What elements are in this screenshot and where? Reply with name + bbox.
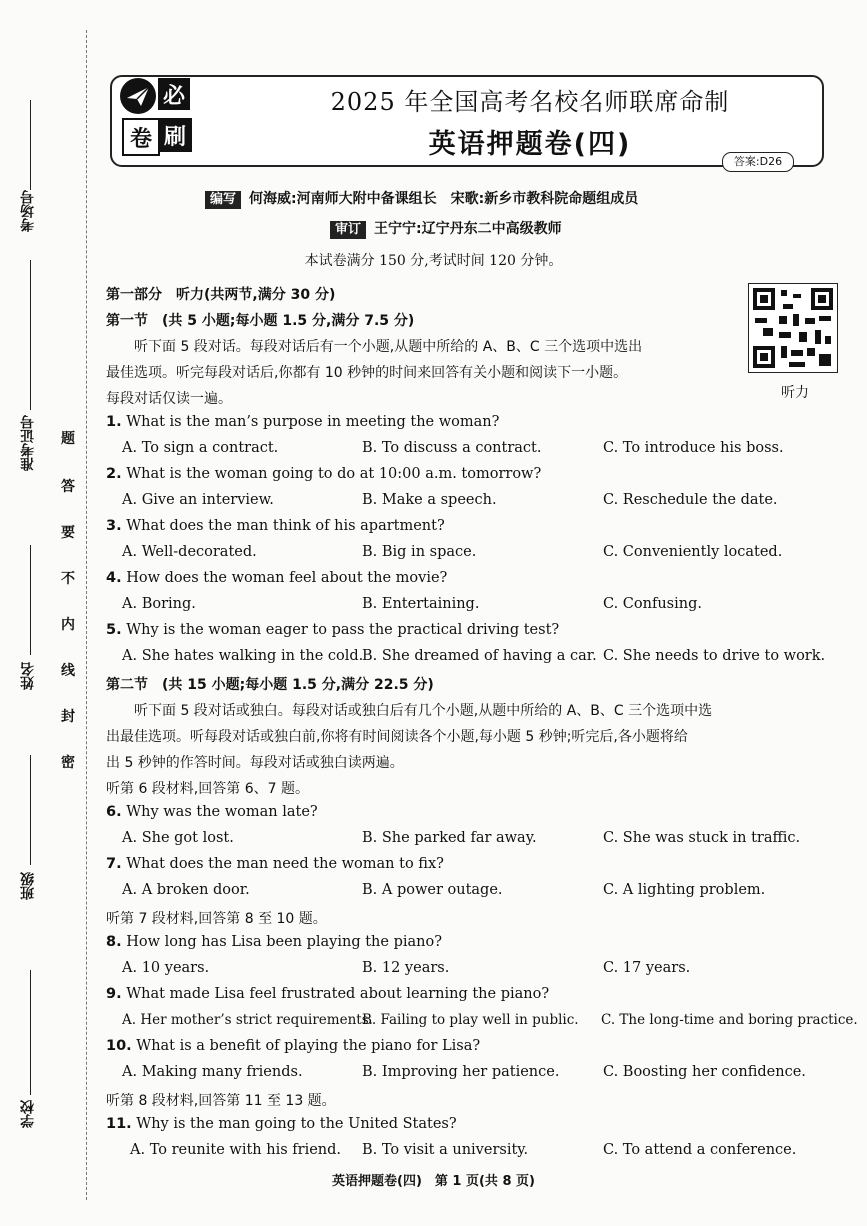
seal-char: 封 [61,709,75,725]
qr-code-icon [748,283,838,373]
option-a: A. Boring. [122,596,196,612]
question-text: Why was the woman late? [126,804,318,820]
material-note: 听第 6 段材料,回答第 6、7 题。 [106,781,309,797]
editors-line [205,188,638,209]
option-c: C. To introduce his boss. [603,440,784,456]
editors-text: 何海威:河南师大附中备课组长 宋歌:新乡市教科院命题组成员 [249,191,639,207]
question-text: What does the man think of his apartment? [126,518,445,534]
material-note: 听第 8 段材料,回答第 11 至 13 题。 [106,1093,336,1109]
option-c: C. Boosting her confidence. [603,1064,806,1080]
seal-char: 不 [61,571,75,587]
seal-char: 答 [61,479,75,495]
seal-char: 要 [61,525,75,541]
question-text: What is a benefit of playing the piano for Lisa? [136,1038,481,1054]
seal-char: 线 [61,663,75,679]
option-c: C. The long-time and boring practice. [601,1012,858,1028]
question-number: 4. [106,570,122,586]
instruction-line: 每段对话仅读一遍。 [106,391,232,407]
question-number: 8. [106,934,122,950]
question-stem [106,804,318,820]
option-b: B. 12 years. [362,960,450,976]
question-text: How does the woman feel about the movie? [126,570,448,586]
question-text: Why is the man going to the United States? [136,1116,457,1132]
exam-subtitle: 英语押题卷(四) [428,129,632,160]
question-number: 11. [106,1116,132,1132]
question-number: 5. [106,622,122,638]
name-label: 姓名 [20,662,36,690]
exam-room-label: 考场号 [20,190,36,232]
question-number: 9. [106,986,122,1002]
option-c: C. Conveniently located. [603,544,783,560]
option-b: B. To visit a university. [362,1142,529,1158]
part-title: 第一部分 听力(共两节,满分 30 分) [106,287,336,303]
instruction-line: 听下面 5 段对话或独白。每段对话或独白后有几个小题,从题中所给的 A、B、C 三个选项中选 [106,703,713,719]
question-stem [106,1116,457,1132]
instruction-line: 听下面 5 段对话。每段对话后有一个小题,从题中所给的 A、B、C 三个选项中选出 [106,339,643,355]
ticket-no-line [30,260,31,410]
ticket-no-label: 准考证号 [20,415,36,471]
option-b: B. Make a speech. [362,492,497,508]
option-c: C. Reschedule the date. [603,492,778,508]
brand-logo [118,72,196,158]
option-c: C. To attend a conference. [603,1142,797,1158]
reviewer-tag: 审订 [330,221,366,239]
logo-char: 刷 [158,118,192,152]
option-a: A. To sign a contract. [122,440,279,456]
seal-char: 题 [61,431,75,447]
class-line [30,755,31,865]
material-note: 听第 7 段材料,回答第 8 至 10 题。 [106,911,327,927]
question-text: What does the man need the woman to fix? [126,856,444,872]
option-b: B. A power outage. [362,882,503,898]
option-c: C. Confusing. [603,596,702,612]
option-c: C. A lighting problem. [603,882,766,898]
instruction-line: 出最佳选项。听每段对话或独白前,你将有时间阅读各个小题,每小题 5 秒钟;听完后,各小题将给 [106,729,688,745]
question-number: 3. [106,518,122,534]
option-a: A. Making many friends. [122,1064,303,1080]
school-label: 学校 [20,1100,36,1128]
reviewer-line [330,218,562,239]
question-number: 2. [106,466,122,482]
option-a: A. She got lost. [122,830,234,846]
option-b: B. She parked far away. [362,830,537,846]
exam-room-line [30,100,31,190]
question-text: What is the man’s purpose in meeting the woman? [126,414,500,430]
option-b: B. Entertaining. [362,596,480,612]
option-b: B. She dreamed of having a car. [362,648,597,664]
question-text: What is the woman going to do at 10:00 a.m. tomorrow? [126,466,542,482]
question-text: Why is the woman eager to pass the practical driving test? [126,622,560,638]
option-a: A. Well-decorated. [122,544,257,560]
reviewer-text: 王宁宁:辽宁丹东二中高级教师 [374,221,562,237]
option-a: A. 10 years. [122,960,210,976]
school-line [30,970,31,1095]
question-stem [106,466,541,482]
question-number: 6. [106,804,122,820]
page-footer: 英语押题卷(四) 第 1 页(共 8 页) [332,1174,535,1189]
question-stem [106,1038,480,1054]
option-a: A. A broken door. [122,882,250,898]
editor-tag: 编写 [205,191,241,209]
name-line [30,545,31,655]
question-stem [106,934,442,950]
option-a: A. She hates walking in the cold. [122,648,364,664]
option-b: B. Failing to play well in public. [362,1012,579,1028]
option-b: B. Big in space. [362,544,477,560]
question-number: 7. [106,856,122,872]
option-a: A. Give an interview. [122,492,274,508]
logo-char: 卷 [122,118,160,156]
class-label: 班级 [20,872,36,900]
question-number: 1. [106,414,122,430]
seal-char: 密 [61,755,75,771]
option-b: B. To discuss a contract. [362,440,542,456]
option-b: B. Improving her patience. [362,1064,560,1080]
qr-label: 听力 [781,385,809,401]
question-stem [106,570,447,586]
section-title: 第一节 (共 5 小题;每小题 1.5 分,满分 7.5 分) [106,313,415,329]
answer-code-badge: 答案:D26 [722,152,794,172]
question-stem [106,414,499,430]
question-stem [106,856,444,872]
option-c: C. She was stuck in traffic. [603,830,801,846]
question-stem [106,622,559,638]
option-c: C. 17 years. [603,960,691,976]
binding-cut-line [86,30,87,1200]
logo-char: 必 [158,78,190,110]
question-text: How long has Lisa been playing the piano? [126,934,442,950]
question-stem [106,986,549,1002]
exam-title: 2025 年全国高考名校名师联席命制 [330,88,730,116]
option-a: A. To reunite with his friend. [130,1142,342,1158]
seal-char: 内 [61,617,75,633]
instruction-line: 最佳选项。听完每段对话后,你都有 10 秒钟的时间来回答有关小题和阅读下一小题。 [106,365,628,381]
section-title: 第二节 (共 15 小题;每小题 1.5 分,满分 22.5 分) [106,677,434,693]
instruction-line: 出 5 秒钟的作答时间。每段对话或独白读两遍。 [106,755,404,771]
question-text: What made Lisa feel frustrated about learning the piano? [126,986,550,1002]
question-number: 10. [106,1038,132,1054]
option-a: A. Her mother’s strict requirements. [122,1012,373,1028]
option-c: C. She needs to drive to work. [603,648,826,664]
paper-plane-icon [120,78,156,114]
question-stem [106,518,445,534]
exam-note: 本试卷满分 150 分,考试时间 120 分钟。 [304,253,563,269]
